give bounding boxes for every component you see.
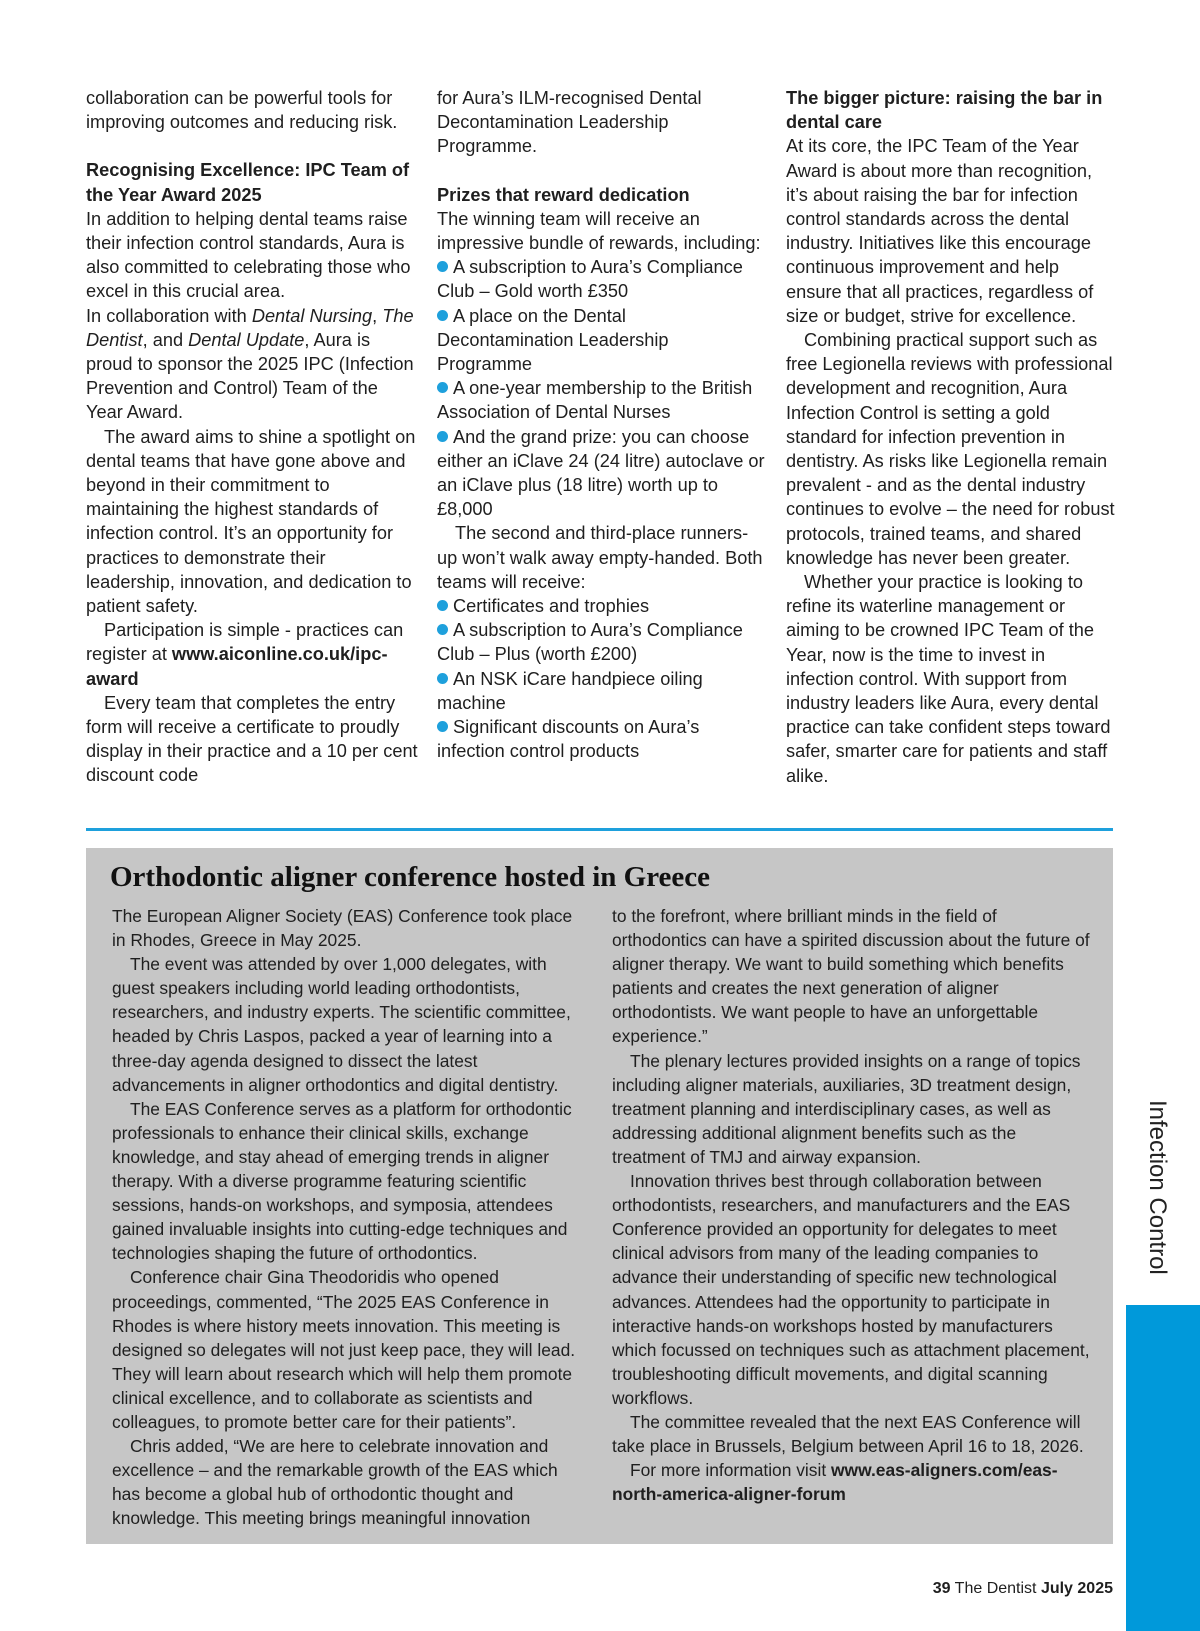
bullet-icon bbox=[437, 431, 448, 442]
paragraph: The European Aligner Society (EAS) Conference took place in Rhodes, Greece in May 2025. bbox=[112, 906, 573, 951]
section-heading-ipc-award: Recognising Excellence: IPC Team of the Year Award 2025 bbox=[86, 160, 410, 205]
paragraph: The committee revealed that the next EAS Conference will take place in Brussels, Belgium between April 16 to 18, 2026. bbox=[612, 1411, 1084, 1457]
eas-link[interactable]: www.eas-aligners.com/eas-north-america-aligner-forum bbox=[612, 1460, 1058, 1505]
list-item: A subscription to Aura’s Compliance Club – Gold worth £350 bbox=[437, 257, 743, 302]
list-item: A subscription to Aura’s Compliance Club – Plus (worth £200) bbox=[437, 620, 743, 665]
section-color-tab bbox=[1126, 1305, 1200, 1631]
paragraph: Whether your practice is looking to refine its waterline management or aiming to be crowned IPC Team of the Year, now is the time to invest in infection control. With support from industry leaders like Aura, every dental practice can take confident steps toward safer, smarter care for patients and staff alike. bbox=[786, 572, 1111, 786]
paragraph: collaboration can be powerful tools for improving outcomes and reducing risk. bbox=[86, 88, 398, 133]
paragraph: The event was attended by over 1,000 delegates, with guest speakers including world leading orthodontists, researchers, and industry experts. The scientific committee, headed by Chris Laspos, packed a year of learning into a three-day agenda designed to dissect the latest advancements in aligner orthodontics and digital dentistry. bbox=[112, 954, 571, 1095]
issue-date: July 2025 bbox=[1040, 1580, 1113, 1597]
box-column-left bbox=[112, 904, 584, 1530]
paragraph: The winning team will receive an impressive bundle of rewards, including: bbox=[437, 208, 761, 254]
paragraph: The second and third-place runners-up won’t walk away empty-handed. Both teams will receive: bbox=[437, 523, 763, 592]
page-number: 39 bbox=[932, 1580, 951, 1597]
paragraph: For more information visit www.eas-aligners.com/eas-north-america-aligner-forum bbox=[612, 1460, 1058, 1505]
bullet-icon bbox=[437, 382, 448, 393]
paragraph: Conference chair Gina Theodoridis who opened proceedings, commented, “The 2025 EAS Conference in Rhodes is where history meets innovation. This meeting is designed so delegates will not just keep pace, they will lead. They will learn about research which will help them promote clinical excellence, and to collaborate as scientists and colleagues, to promote better care for their patients”. bbox=[112, 1267, 576, 1432]
bullet-icon bbox=[437, 600, 448, 611]
article-column-1 bbox=[86, 86, 418, 788]
list-item: Significant discounts on Aura’s infection control products bbox=[437, 717, 700, 762]
bullet-icon bbox=[437, 624, 448, 635]
bullet-icon bbox=[437, 721, 448, 732]
list-item: A one-year membership to the British Association of Dental Nurses bbox=[437, 378, 753, 423]
paragraph: to the forefront, where brilliant minds in the field of orthodontics can have a spirited discussion about the future of aligner therapy. We want to build something which benefits patients and creates the next generation of aligner orthodontists. We want people to have an unforgettable experience.” bbox=[612, 906, 1090, 1047]
paragraph: The plenary lectures provided insights on a range of topics including aligner materials, auxiliaries, 3D treatment design, treatment planning and interdisciplinary cases, as well as addressing additional alignment benefits such as the treatment of TMJ and airway expansion. bbox=[612, 1050, 1081, 1167]
article-column-3 bbox=[786, 86, 1116, 788]
section-side-label: Infection Control bbox=[1144, 1100, 1171, 1275]
list-item: A place on the Dental Decontamination Leadership Programme bbox=[437, 305, 669, 375]
paragraph: Participation is simple - practices can register at www.aiconline.co.uk/ipc-award bbox=[86, 620, 404, 689]
paragraph: The EAS Conference serves as a platform for orthodontic professionals to enhance their clinical skills, exchange knowledge, and stay ahead of emerging trends in aligner therapy. With a diverse programme featuring scientific sessions, hands-on workshops, and symposia, attendees gained invaluable insights into cutting-edge techniques and technologies shaping the future of orthodontics. bbox=[112, 1098, 572, 1264]
bullet-icon bbox=[437, 673, 448, 684]
paragraph: Innovation thrives best through collaboration between orthodontists, researchers, and manufacturers and the EAS Conference provided an opportunity for delegates to meet clinical advisors from many of the leading companies to advance their understanding of specific new technological advances. Attendees had the opportunity to participate in interactive hands-on workshops hosted by manufacturers which focussed on techniques such as attachment placement, troubleshooting difficult movements, and digital scanning workflows. bbox=[612, 1171, 1090, 1408]
paragraph: In collaboration with Dental Nursing, The Dentist, and Dental Update, Aura is proud to sponsor the 2025 IPC (Infection Prevention and Control) Team of the Year Award. bbox=[86, 305, 414, 423]
article-column-2 bbox=[437, 86, 767, 763]
box-column-right bbox=[612, 904, 1090, 1506]
paragraph: At its core, the IPC Team of the Year Award is about more than recognition, it’s about raising the bar for infection control standards across the dental industry. Initiatives like this encourage continuous improvement and help ensure that all practices, regardless of size or budget, strive for excellence. bbox=[786, 136, 1094, 326]
bullet-icon bbox=[437, 261, 448, 272]
paragraph: The award aims to shine a spotlight on dental teams that have gone above and beyond in their commitment to maintaining the highest standards of infection control. It’s an opportunity for practices to demonstrate their leadership, innovation, and dedication to patient safety. bbox=[86, 426, 416, 617]
section-heading-bigger-picture: The bigger picture: raising the bar in dental care bbox=[786, 88, 1103, 133]
award-link[interactable]: www.aiconline.co.uk/ipc-award bbox=[86, 644, 388, 689]
bullet-icon bbox=[437, 310, 448, 321]
list-item: And the grand prize: you can choose either an iClave 24 (24 litre) autoclave or an iClave plus (18 litre) worth up to £8,000 bbox=[437, 426, 765, 520]
list-item: An NSK iCare handpiece oiling machine bbox=[437, 668, 703, 713]
paragraph: In addition to helping dental teams raise their infection control standards, Aura is also committed to celebrating those who excel in this crucial area. bbox=[86, 208, 411, 302]
paragraph: Chris added, “We are here to celebrate innovation and excellence – and the remarkable growth of the EAS which has become a global hub of orthodontic thought and knowledge. This meeting brings meaningful innovation bbox=[112, 1436, 558, 1529]
paragraph: for Aura’s ILM-recognised Dental Decontamination Leadership Programme. bbox=[437, 88, 702, 157]
publication-name: The Dentist bbox=[954, 1580, 1037, 1597]
section-heading-prizes: Prizes that reward dedication bbox=[437, 184, 690, 205]
section-divider bbox=[86, 828, 1113, 831]
paragraph: Combining practical support such as free Legionella reviews with professional development and recognition, Aura Infection Control is setting a gold standard for infection prevention in dentistry. As risks like Legionella remain prevalent - and as the dental industry continues to evolve – the need for robust protocols, trained teams, and shared knowledge has never been greater. bbox=[786, 330, 1115, 568]
list-item: Certificates and trophies bbox=[437, 594, 767, 618]
page-footer bbox=[933, 1580, 1113, 1598]
conference-article-box bbox=[86, 848, 1113, 1544]
article-title: Orthodontic aligner conference hosted in Greece bbox=[110, 861, 711, 893]
paragraph: Every team that completes the entry form will receive a certificate to proudly display in their practice and a 10 per cent discount code bbox=[86, 692, 418, 786]
